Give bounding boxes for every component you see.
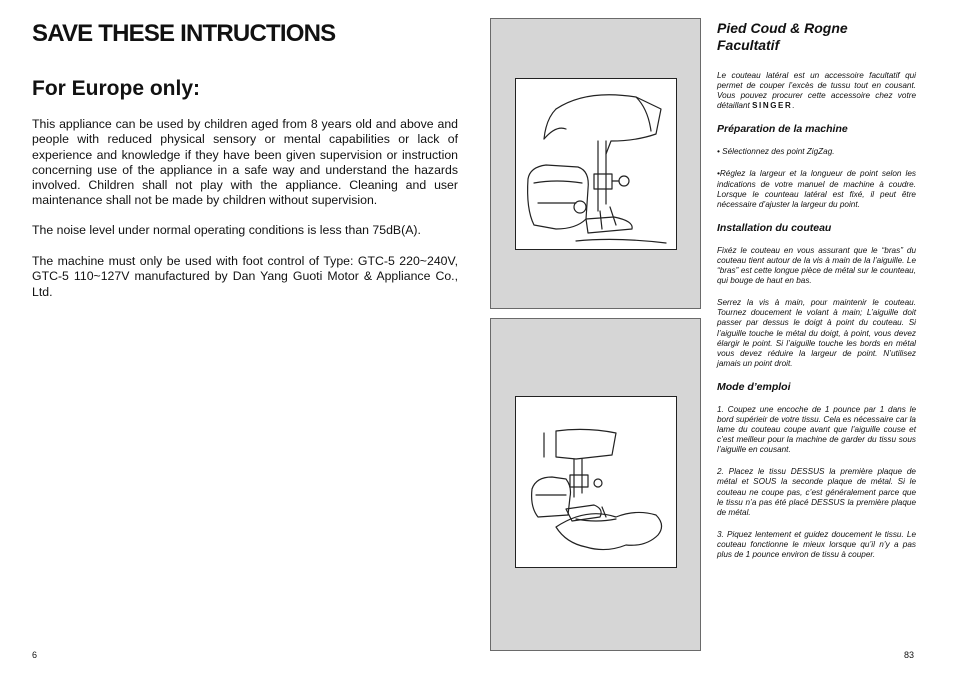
section-heading-preparation: Préparation de la machine <box>717 123 848 136</box>
usage-paragraph-1: 1. Coupez une encoche de 1 pounce par 1 dans le bord supérieir de votre tissu. Cela es nécessaire car la lame du couteau coupe avant que l’aiguille couse et c’est meilleur pour la machine de garder du tissu sous l’aiguille en cousant. <box>717 404 916 455</box>
right-page <box>477 0 954 675</box>
europe-subtitle: For Europe only: <box>32 77 200 100</box>
installation-paragraph-2: Serrez la vis à main, pour maintenir le couteau. Tournez doucement le volant à main; L’aiguille doit passer par dessus le doigt à point du couteau. Si l’aiguille touche le métal du doigt, à point, vous devez élargir le point. Si l’aiguille touche les bords en métal vous devez réduire la largeur de point. N’utilisez jamais un point droit. <box>717 298 916 368</box>
children-safety-paragraph: This appliance can be used by children aged from 8 years old and above and people with reduced physical sensory or mental capabilities or lack of experience and knowledge if they have been given supervision or instruction concerning use of the appliance in a safe way and understand the hazards involved. Children shall not play with the appliance. Cleaning and user maintenance shall not be made by children without supervision. <box>32 117 458 208</box>
sewing-machine-cutter-icon <box>516 79 676 249</box>
french-title: Pied Coud & Rogne Facultatif <box>717 20 848 53</box>
brand-suffix: . <box>792 101 795 111</box>
noise-level-paragraph: The noise level under normal operating conditions is less than 75dB(A). <box>32 223 421 237</box>
section-heading-usage: Mode d’emploi <box>717 380 791 393</box>
installation-paragraph-1: Fixéz le couteau en vous assurant que le “bras” du couteau tient autour de la vis à main de la l’aiguille. Le “bras” est cette longue pièce de métal sur le counteau, qui bouge de haut en bas. <box>717 245 916 286</box>
illustration-panel-bottom <box>490 318 701 651</box>
page-number-left: 6 <box>32 650 38 660</box>
page-number-right: 83 <box>904 650 915 660</box>
preparation-paragraph-1: • Sélectionnez des point ZigZag. <box>717 147 835 157</box>
sewing-machine-cutting-fabric-illustration <box>515 396 677 568</box>
singer-brand-logo: SINGER <box>752 101 793 111</box>
usage-paragraph-2: 2. Placez le tissu DESSUS la première plaque de métal et SOUS la seconde plaque de métal. Si le couteau ne coupe pas, c’est généralement parce que le tissu n’a pas été placé DESSUS la première plaque de métal. <box>717 467 916 517</box>
preparation-paragraph-2: •Réglez la largeur et la longueur de point selon les indications de votre manuel de machine à coudre. Lorsque le counteau latéral est fixé, il peut être nécessaire d’ajuster la largeur du point. <box>717 169 916 209</box>
usage-paragraph-3: 3. Piquez lentement et guidez doucement le tissu. Le couteau fonctionne le mieux lorsque qu’il n’y a pas plus de 1 pounce environ de tissu à couper. <box>717 529 916 559</box>
sewing-machine-cutter-illustration <box>515 78 677 250</box>
intro-text: Le couteau latéral est un accessoire facultatif qui permet de couper l’excès de tussu tout en cousant. Vous pouvez procurer cette accessoire chez votre détaillant <box>717 71 916 111</box>
page-title: SAVE THESE INTRUCTIONS <box>32 20 336 47</box>
french-instructions <box>717 20 916 572</box>
foot-control-paragraph: The machine must only be used with foot control of Type: GTC-5 220~240V, GTC-5 110~127V manufactured by Dan Yang Guoti Motor & Appliance Co., Ltd. <box>32 254 458 299</box>
intro-paragraph <box>717 71 916 111</box>
fabric-cutting-icon <box>516 397 676 567</box>
illustration-panel-top <box>490 18 701 309</box>
section-heading-installation: Installation du couteau <box>717 221 832 234</box>
